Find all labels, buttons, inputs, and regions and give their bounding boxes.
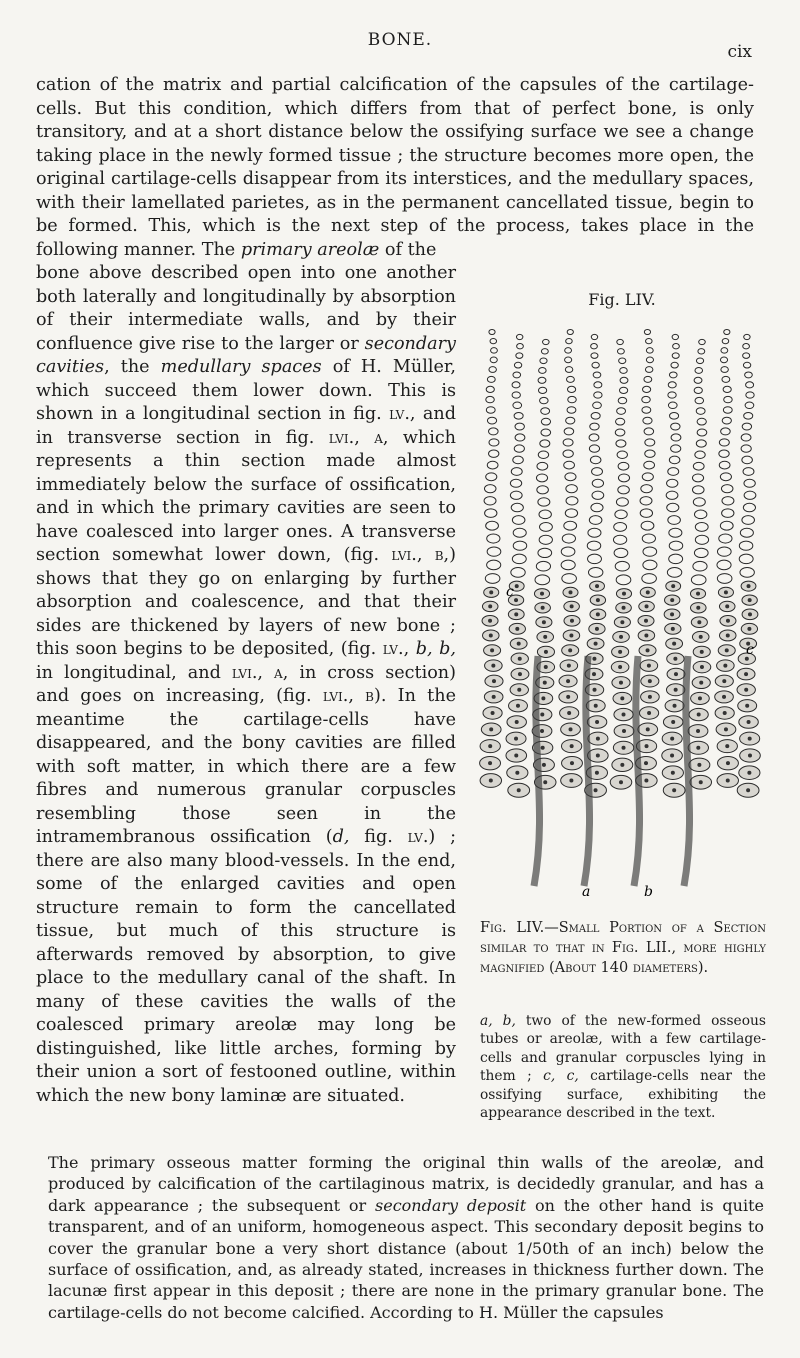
cell-nucleus [644,761,648,765]
cell-nucleus [722,679,726,683]
cell-nucleus [596,612,600,616]
cell-nucleus [517,642,521,646]
text-span: The primary osseous matter forming the original thin walls of the areolæ, and produced by calcification of the cartilaginous matrix, is decidedly granular, and has a dark appearance ; the subsequent or [48,1153,764,1215]
cell-nucleus [670,737,674,741]
cell-nucleus [671,720,675,724]
cell-nucleus [646,648,650,652]
emphasis: b, b, [415,639,456,659]
figure-reference: lv. [382,639,404,659]
page-number: cix [727,42,752,62]
cell-nucleus [568,590,572,594]
page-header [0,30,800,62]
cell-nucleus [592,672,596,676]
cell-nucleus [595,584,599,588]
cell-nucleus [544,650,548,654]
cell-nucleus [514,598,518,602]
figure-reference: lvi. [328,427,355,448]
cell-nucleus [696,592,700,596]
bottom-paragraph [48,1152,764,1323]
cell-nucleus [670,598,674,602]
cell-nucleus [724,727,728,731]
cell-nucleus [541,696,545,700]
cell-nucleus [517,688,521,692]
cell-nucleus [726,779,730,783]
cell-nucleus [748,612,752,616]
cell-nucleus [488,761,492,765]
cell-nucleus [489,633,493,637]
cell-nucleus [726,761,730,765]
cell-nucleus [488,744,492,748]
figure-reference: a [374,427,383,448]
cell-nucleus [566,695,570,699]
cell-nucleus [672,788,676,792]
text-span: two of the new-formed osseous tubes or areolæ, with a few cartilage-cells and granular corpuscles lying in them ; [480,1013,766,1085]
cell-nucleus [620,763,624,767]
cell-nucleus [515,627,519,631]
cell-nucleus [570,604,574,608]
cell-nucleus [725,648,729,652]
cell-nucleus [699,780,703,784]
cell-nucleus [596,753,600,757]
cell-nucleus [543,681,547,685]
cell-nucleus [645,744,649,748]
cell-nucleus [543,780,547,784]
cell-nucleus [515,771,519,775]
cell-nucleus [620,696,624,700]
cell-nucleus [697,713,701,717]
text-span: ) ; there are also many blood-vessels. In the end, some of the enlarged cavities and open structure remain to form the cancellated tissue, but much of this structure is afterwards removed by absorption, to give place to the medullary canal of the shaft. In many of these cavities the walls of the coalesced primary areolæ may long be distinguished, like little arches, forming by their union a sort of festooned outline, within which the new bony laminæ are situated. [36,827,456,1106]
cell-nucleus [673,704,677,708]
cell-nucleus [594,788,598,792]
cell-nucleus [514,753,518,757]
cell-nucleus [672,642,676,646]
emphasis: secondary cavities [36,333,456,377]
cell-nucleus [696,606,700,610]
cell-nucleus [594,704,598,708]
cell-nucleus [622,713,626,717]
cell-nucleus [567,664,571,668]
cell-nucleus [595,627,599,631]
cell-nucleus [593,688,597,692]
figure-reference: lv. [407,827,429,847]
cell-nucleus [724,590,728,594]
cell-nucleus [489,779,493,783]
text-span: of the [379,239,437,260]
cell-nucleus [648,679,652,683]
cell-nucleus [622,746,626,750]
cell-nucleus [514,737,518,741]
figure-description [480,1012,766,1122]
cell-nucleus [647,711,651,715]
emphasis: c, c, [543,1068,579,1085]
running-title: BONE. [367,30,433,50]
cell-nucleus [489,590,493,594]
cell-nucleus [648,695,652,699]
text-span: in cross section) and goes on increasing, (fig. [36,662,456,706]
cell-nucleus [568,648,572,652]
cell-nucleus [747,720,751,724]
cell-nucleus [620,620,624,624]
cell-nucleus [674,688,678,692]
cell-nucleus [619,780,623,784]
bone-trabecula [534,656,540,886]
cell-nucleus [671,771,675,775]
text-span: bone above described open into one another both laterally and longitudinally by absorption of their intermediate walls, and by their confluence give rise to the larger or [36,263,456,354]
figure-caption: Fig. LIV.—Small Portion of a Section similar to that in Fig. LII., more highly magnified (About 140 diameters). [480,920,766,976]
left-column-paragraph [36,262,456,1108]
cell-nucleus [725,604,729,608]
cell-nucleus [644,619,648,623]
label-b: b [644,884,653,900]
figure-reference: lvi., b, [391,545,450,565]
cell-nucleus [644,779,648,783]
emphasis: a, b, [480,1013,516,1029]
cell-nucleus [670,612,674,616]
text-span: th of an inch) below the surface of ossification, and, as already stated, increases in thickness further down. The lacunæ first appear in this deposit ; there are none in the primary granular bone. The cartilage-cells do not become calcified. According to H. Müller the capsules [48,1238,764,1322]
cell-nucleus [517,788,521,792]
figure-reference: lvi., b [322,686,374,706]
cell-nucleus [516,704,520,708]
cell-nucleus [491,711,495,715]
cell-nucleus [674,672,678,676]
fraction: 1/50 [516,1238,553,1258]
cell-nucleus [748,598,752,602]
top-paragraph [36,74,754,262]
cell-nucleus [596,737,600,741]
emphasis: primary areolæ [240,239,380,260]
cell-nucleus [646,727,650,731]
cell-nucleus [698,696,702,700]
text-span: cartilage-cells near the ossifying surface, exhibiting the appearance described in the text. [480,1068,766,1122]
cell-nucleus [696,729,700,733]
text-span: ). In the meantime the cartilage-cells have disappeared, and the bony cavities are filled with soft matter, in which there are a few fibres and numerous granular corpuscles resembling those seen in the intramembranous ossification ( [36,686,456,847]
text-span: , and in transverse section in fig. [36,404,456,448]
figure-reference: lvi., a, [231,662,289,683]
text-span: , [403,639,416,659]
cell-nucleus [592,657,596,661]
cell-nucleus [595,720,599,724]
label-c-right: c [746,642,754,658]
cell-nucleus [569,633,573,637]
cell-nucleus [744,688,748,692]
cell-nucleus [746,788,750,792]
cell-nucleus [518,672,522,676]
cell-nucleus [542,620,546,624]
cell-nucleus [488,619,492,623]
cell-nucleus [747,627,751,631]
cell-nucleus [747,771,751,775]
cell-nucleus [670,753,674,757]
cell-nucleus [723,664,727,668]
cell-nucleus [488,604,492,608]
bone-trabecula [584,656,590,886]
figure-title: Fig. LIV. [588,290,656,309]
text-span: fig. [349,827,408,847]
cell-nucleus [697,763,701,767]
cell-nucleus [544,665,548,669]
text-span: , the [104,357,161,377]
cell-nucleus [725,744,729,748]
cell-nucleus [671,584,675,588]
cell-nucleus [619,681,623,685]
text-span: cation of the matrix and partial calcification of the capsules of the cartilage-cells. But this condition, which differs from that of perfect bone, is only transitory, and at a short distance below the ossifying surface we see a change taking place in the newly formed tissue ; the structure becomes more open, the original cartilage-cells disappear from its interstices, and the medullary spaces, with their lamellated parietes, as in the permanent cancellated tissue, begin to be formed. This, which is the next step of the process, takes place in the following manner. The [36,75,754,260]
cell-nucleus [748,737,752,741]
cell-nucleus [566,679,570,683]
figure-liv [472,280,772,1150]
cell-nucleus [726,619,730,623]
cell-nucleus [744,672,748,676]
cell-nucleus [492,679,496,683]
label-c-left: c [506,584,514,600]
cell-nucleus [699,635,703,639]
text-span: in longitudinal, and [36,662,232,683]
cell-nucleus [646,590,650,594]
cell-nucleus [570,744,574,748]
cell-nucleus [726,633,730,637]
cell-nucleus [540,729,544,733]
cell-nucleus [594,642,598,646]
cell-nucleus [518,657,522,661]
cell-nucleus [622,606,626,610]
bone-trabecula [684,656,690,886]
cell-nucleus [570,619,574,623]
bone-trabecula [634,656,640,886]
cell-nucleus [491,664,495,668]
figure-reference: lv. [389,404,410,424]
cell-nucleus [723,711,727,715]
cell-nucleus [619,635,623,639]
cell-nucleus [748,753,752,757]
emphasis: d, [332,827,350,847]
cell-nucleus [747,584,751,588]
cell-nucleus [596,598,600,602]
cell-nucleus [540,713,544,717]
cell-nucleus [569,779,573,783]
cell-nucleus [644,633,648,637]
cell-nucleus [492,695,496,699]
text-span: , [354,427,375,448]
cell-nucleus [622,592,626,596]
cell-nucleus [673,657,677,661]
text-span: of H. Müller, which succeed them lower down. This is shown in a longitudinal section in fig. [36,357,456,424]
cell-nucleus [567,711,571,715]
cell-nucleus [542,763,546,767]
cell-nucleus [515,720,519,724]
text-span: ) shows that they go on enlarging by further absorption and coalescence, and that their sides are thickened by layers of new bone ; this soon begins to be deposited, (fig. [36,545,457,659]
label-a: a [582,884,591,900]
emphasis: medullary spaces [160,357,322,377]
cell-nucleus [697,620,701,624]
cell-nucleus [541,746,545,750]
text-span: , which represents a thin section made almost immediately below the surface of ossification, and in which the primary cavities are seen to have coalesced into larger ones. A transverse section somewhat lower down, (fig. [36,427,457,565]
cell-nucleus [647,664,651,668]
cell-nucleus [514,612,518,616]
cell-nucleus [570,761,574,765]
cell-nucleus [543,635,547,639]
cell-nucleus [569,727,573,731]
cell-nucleus [618,665,622,669]
cell-nucleus [700,665,704,669]
cell-nucleus [700,650,704,654]
cell-nucleus [671,627,675,631]
cell-nucleus [618,650,622,654]
cell-nucleus [541,606,545,610]
emphasis: secondary deposit [375,1195,527,1215]
cell-nucleus [645,604,649,608]
bone-section-illustration [478,326,766,906]
cell-nucleus [515,584,519,588]
text-span: on the other hand is quite transparent, and of an uniform, homogeneous aspect. This secondary deposit begins to cover the granular bone a very short distance (about [48,1195,764,1258]
cell-nucleus [745,704,749,708]
cell-nucleus [595,771,599,775]
cell-nucleus [540,592,544,596]
cell-nucleus [489,727,493,731]
cell-nucleus [490,648,494,652]
cell-nucleus [696,746,700,750]
cell-nucleus [622,729,626,733]
cell-nucleus [699,681,703,685]
cell-nucleus [722,695,726,699]
